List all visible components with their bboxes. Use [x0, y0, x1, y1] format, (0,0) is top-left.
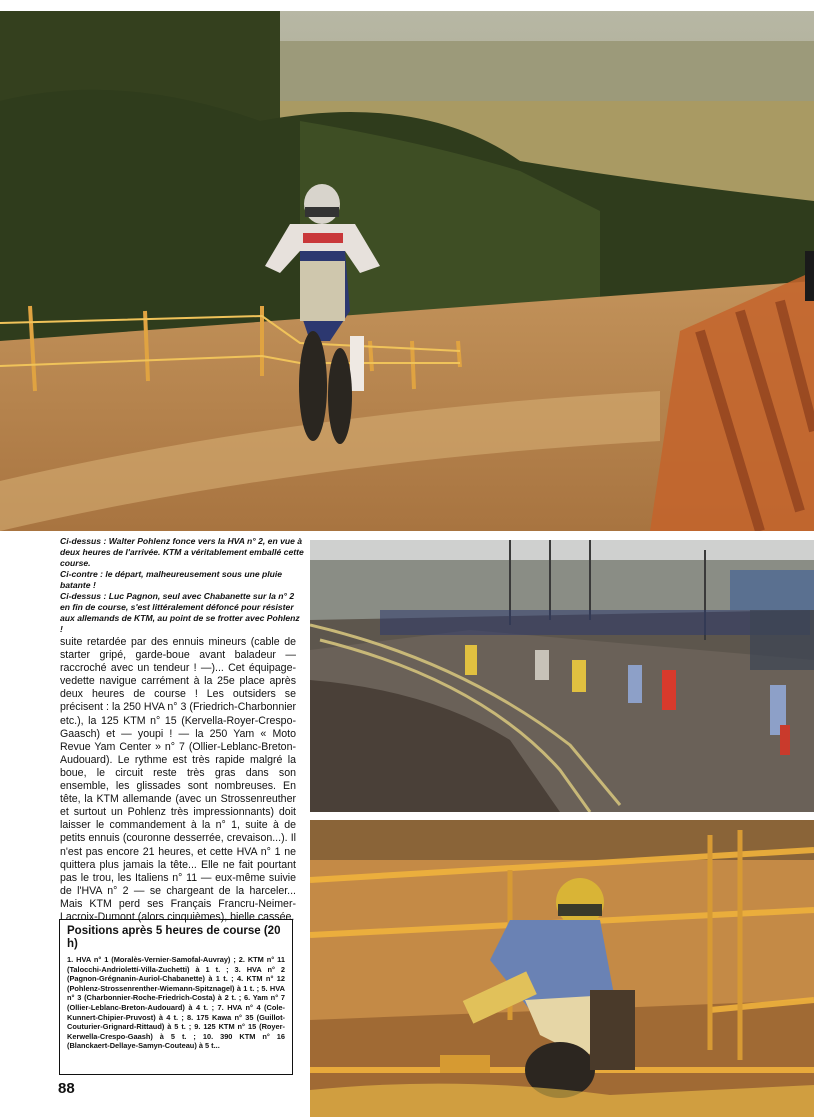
article-body: suite retardée par des ennuis mineurs (cable de starter gripé, garde-boue avant baladeur — raccroché avec un tendeur ! —)... Cet équipage-vedette navigue carrément à la 25e place après deux heures de course ! Les outsiders se précisent : la 250 HVA n° 3 (Friedrich-Charbonnier etc.), la 125 KTM n° 15 (Kervella-Royer-Crespo-Gaasch) et — youpi ! — la 250 Yam « Moto Revue Yam Center » n° 7 (Ollier-Leblanc-Breton-Audouard). Le rythme est très rapide malgré la boue, le circuit reste très gras dans son ensemble, les glissades sont nombreuses. En tête, la KTM allemande (avec un Strossenreuther et surtout un Pohlenz très impressionnants) doit laisser le commandement à la n° 1, suite à de petits ennuis (couronne desserrée, crevaison...). Il n'est pas encore 21 heures, et cette HVA n° 1 ne quittera plus jamais la tête... Elle ne fait pourtant pas le trou, les Italiens n° 11 — eux-même suivie de l'HVA n° 2 — se chargeant de la harceler... Mais KTM perd ses Français Francru-Neimer-Lacroix-Dumont (alors cinquièmes), bielle cassée.: [60, 636, 296, 923]
caption-top-photo: Ci-dessus : Walter Pohlenz fonce vers la HVA n° 2, en vue à deux heures de l'arrivée. KTM a véritablement emballé cette course.: [60, 536, 304, 568]
photo-pohlenz-rider: [0, 11, 814, 531]
results-title: Positions après 5 heures de course (20 h): [67, 925, 281, 950]
caption-bottom-photo: Ci-dessus : Luc Pagnon, seul avec Chabanette sur la n° 2 en fin de course, s'est littéralement défoncé pour résister aux allemands de KTM, au point de se frotter avec Pohlenz !: [60, 591, 300, 634]
caption-start-photo: Ci-contre : le départ, malheureusement sous une pluie batante !: [60, 569, 283, 590]
photo-pagnon-rider: [310, 820, 814, 1117]
results-list: 1. HVA n° 1 (Moralès-Vernier-Samofal-Auvray) ; 2. KTM n° 11 (Talocchi-Andriolettí-Villa-Zuchetti) à 1 t. ; 3. HVA n° 2 (Pagnon-Grégnanin-Auriol-Chabanette) à 1 t. ; 4. KTM n° 12 (Pohlenz-Strossenrenther-Wiemann-Spitznagel) à 1 t. ; 5. HVA n° 3 (Charbonnier-Roche-Friedrich-Costa) à 2 t. ; 6. Yam n° 7 (Ollier-Leblanc-Breton-Audouard) à 4 t. ; 7. HVA n° 4 (Cole-Kunnert-Chipier-Pruvost) à 4 t. ; 8. 175 Kawa n° 35 (Guillot-Couturier-Grignard-Rittaud) à 5 t. ; 9. 125 KTM n° 15 (Royer-Kerwella-Crespo-Gaash) à 5 t. ; 10. 390 KTM n° 16 (Blanckaert-Dellaye-Samyn-Couteau) à 5 t...: [67, 955, 285, 1051]
photo-captions: [60, 536, 304, 635]
page-number: 88: [58, 1080, 75, 1097]
results-box: [59, 919, 293, 1075]
photo-race-start: [310, 540, 814, 812]
